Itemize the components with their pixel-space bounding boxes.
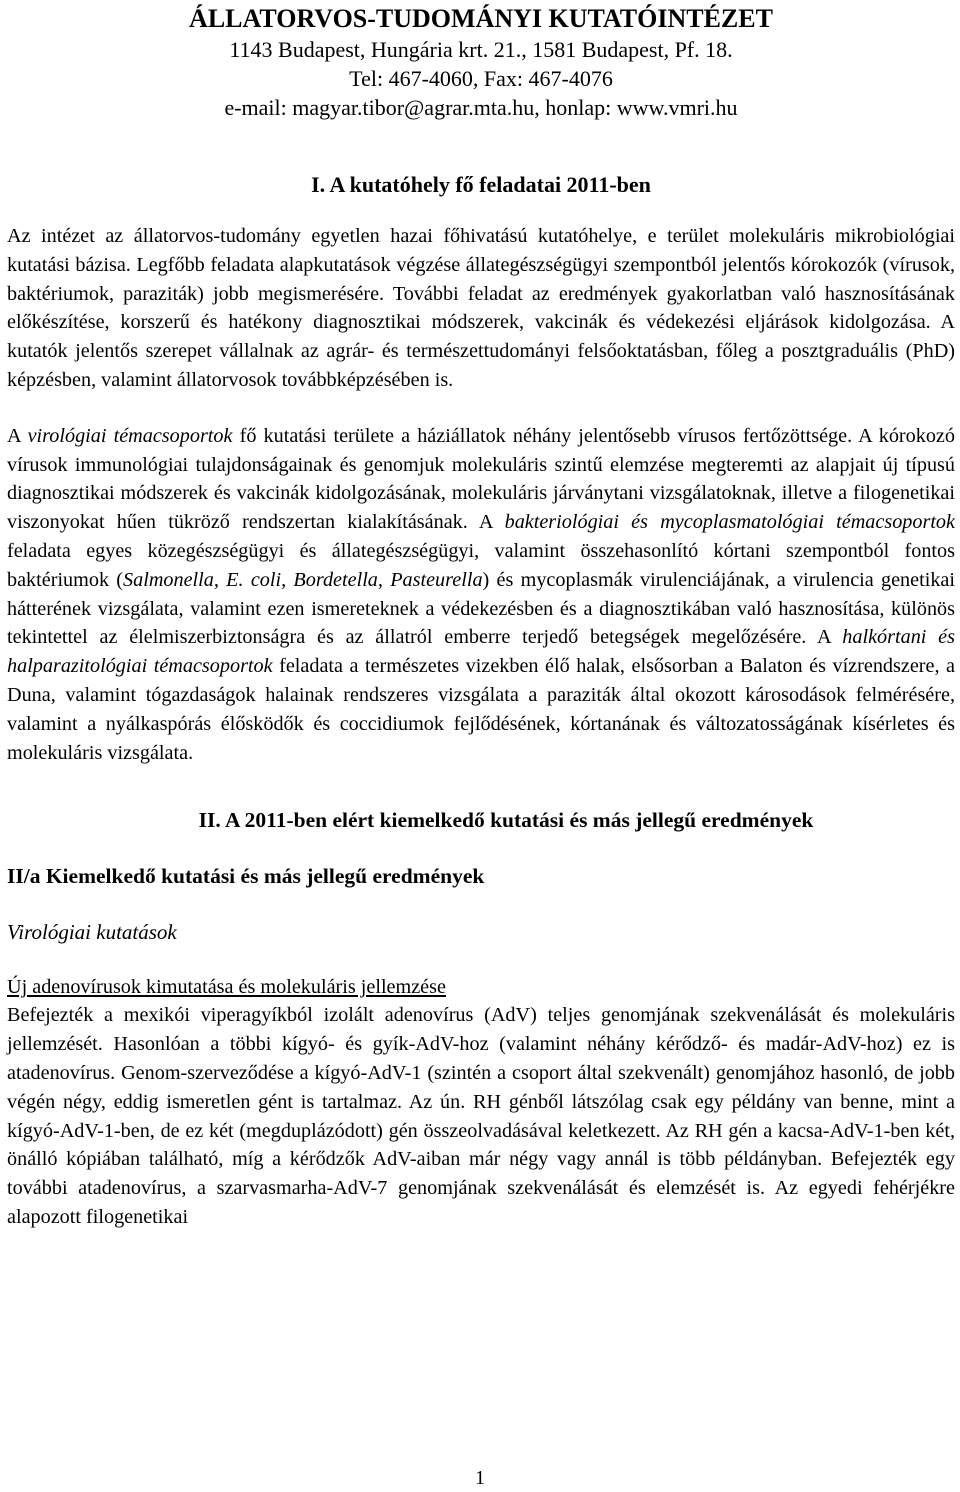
institute-contact: e-mail: magyar.tibor@agrar.mta.hu, honlap: www.vmri.hu [224,95,738,120]
italic-term-fish-pathology: halkórtani és halparazitológiai témacsoportok [7,626,955,678]
text-run: fő kutatási területe a háziállatok néhány jelentősebb vírusos fertőzöttsége. A kórokozó vírusok immunológiai tulajdonságainak és genomjuk molekuláris szintű elemzése megteremti az alapjait új típusú diagnosztikai módszerek és vakcinák kidolgozásának, molekuláris járványtani vizsgálatoknak, illetve a filogenetikai viszonyokat hűen tükröző rendszertan kialakításának. A [7,424,955,534]
text-run: feladata egyes közegészségügyi és állategészségügyi, valamint összehasonlító kórtani szempontból fontos baktériumok ( [7,539,955,591]
section-2-title: II. A 2011-ben elért kiemelkedő kutatási és más jellegű eredmények [198,808,814,833]
institute-header [7,3,955,122]
article-title: Új adenovírusok kimutatása és molekuláris jellemzése [7,976,446,999]
italic-term-virology: virológiai témacsoportok [27,424,233,447]
adenovirus-paragraph: Befejezték a mexikói viperagyíkból izolált adenovírus (AdV) teljes genomjának szekvenálását és molekuláris jellemzését. Hasonlóan a többi kígyó- és gyík-AdV-hoz (valamint néhány kérődző- és madár-AdV-hoz) ez is atadenovírus. Genom-szerveződése a kígyó-AdV-1 (szintén a csoport által szekvenált) genomjához hasonló, de jobb végén négy, eddig ismeretlen gént is tartalmaz. Az ún. RH génből látszólag csak egy példány van benne, mint a kígyó-AdV-1-ben, de ez két (megduplázódott) gén összeolvadásával keletkezett. Az RH gén a kacsa-AdV-1-ben két, önálló kópiában található, míg a kérődzők AdV-aiban már négy vagy annál is több példányban. Befejezték egy további atadenovírus, a szarvasmarha-AdV-7 genomjának szekvenálását és elemzését is. Az egyedi fehérjékre alapozott filogenetikai [7,1004,955,1228]
research-groups-paragraph [7,422,955,768]
page-number: 1 [475,1467,485,1489]
topic-title: Virológiai kutatások [7,920,177,945]
institute-phone: Tel: 467-4060, Fax: 467-4076 [349,66,613,91]
section-1-title: I. A kutatóhely fő feladatai 2011-ben [311,172,651,197]
institute-address: 1143 Budapest, Hungária krt. 21., 1581 Budapest, Pf. 18. [229,37,733,62]
italic-term-bacteria-names: Salmonella, E. coli, Bordetella, Pasteurella [123,568,483,591]
text-run: A [7,424,28,447]
text-run: feladata a természetes vizekben élő halak, elsősorban a Balaton és vízrendszere, a Duna, valamint tógazdaságok halainak rendszeres vizsgálata a paraziták által okozott károsodások felmérésére, valamint a nyálkaspórás élősködők és coccidiumok fejlődésének, kórtanának és változatosságának kísérletes és molekuláris vizsgálata. [7,655,955,764]
document-page [7,0,955,1232]
institute-name: ÁLLATORVOS-TUDOMÁNYI KUTATÓINTÉZET [189,4,773,33]
italic-term-bacteriology: bakteriológiai és mycoplasmatológiai témacsoportok [504,511,955,534]
main-tasks-paragraph: Az intézet az állatorvos-tudomány egyetlen hazai főhivatású kutatóhelye, e terület molekuláris mikrobiológiai kutatási bázisa. Legfőbb feladata alapkutatások végzése állategészségügyi szempontból jelentős kórokozók (vírusok, baktériumok, paraziták) jobb megismerésére. További feladat az eredmények gyakorlatban való hasznosításának előkészítése, korszerű és hatékony diagnosztikai módszerek, vakcinák és védekezési eljárások kidolgozása. A kutatók jelentős szerepet vállalnak az agrár- és természettudományi felsőoktatásban, főleg a posztgraduális (PhD) képzésben, valamint állatorvosok továbbképzésében is. [7,225,955,391]
text-run: ) és mycoplasmák virulenciájának, a virulencia genetikai hátterének vizsgálata, valamint ezen ismereteknek a védekezésben és a diagnosztikában való hasznosítása, különös tekintettel az élelmiszerbiztonságra és az állatról emberre terjedő betegségek megelőzésére. A [7,568,955,649]
subsection-title: II/a Kiemelkedő kutatási és más jellegű eredmények [7,864,485,889]
